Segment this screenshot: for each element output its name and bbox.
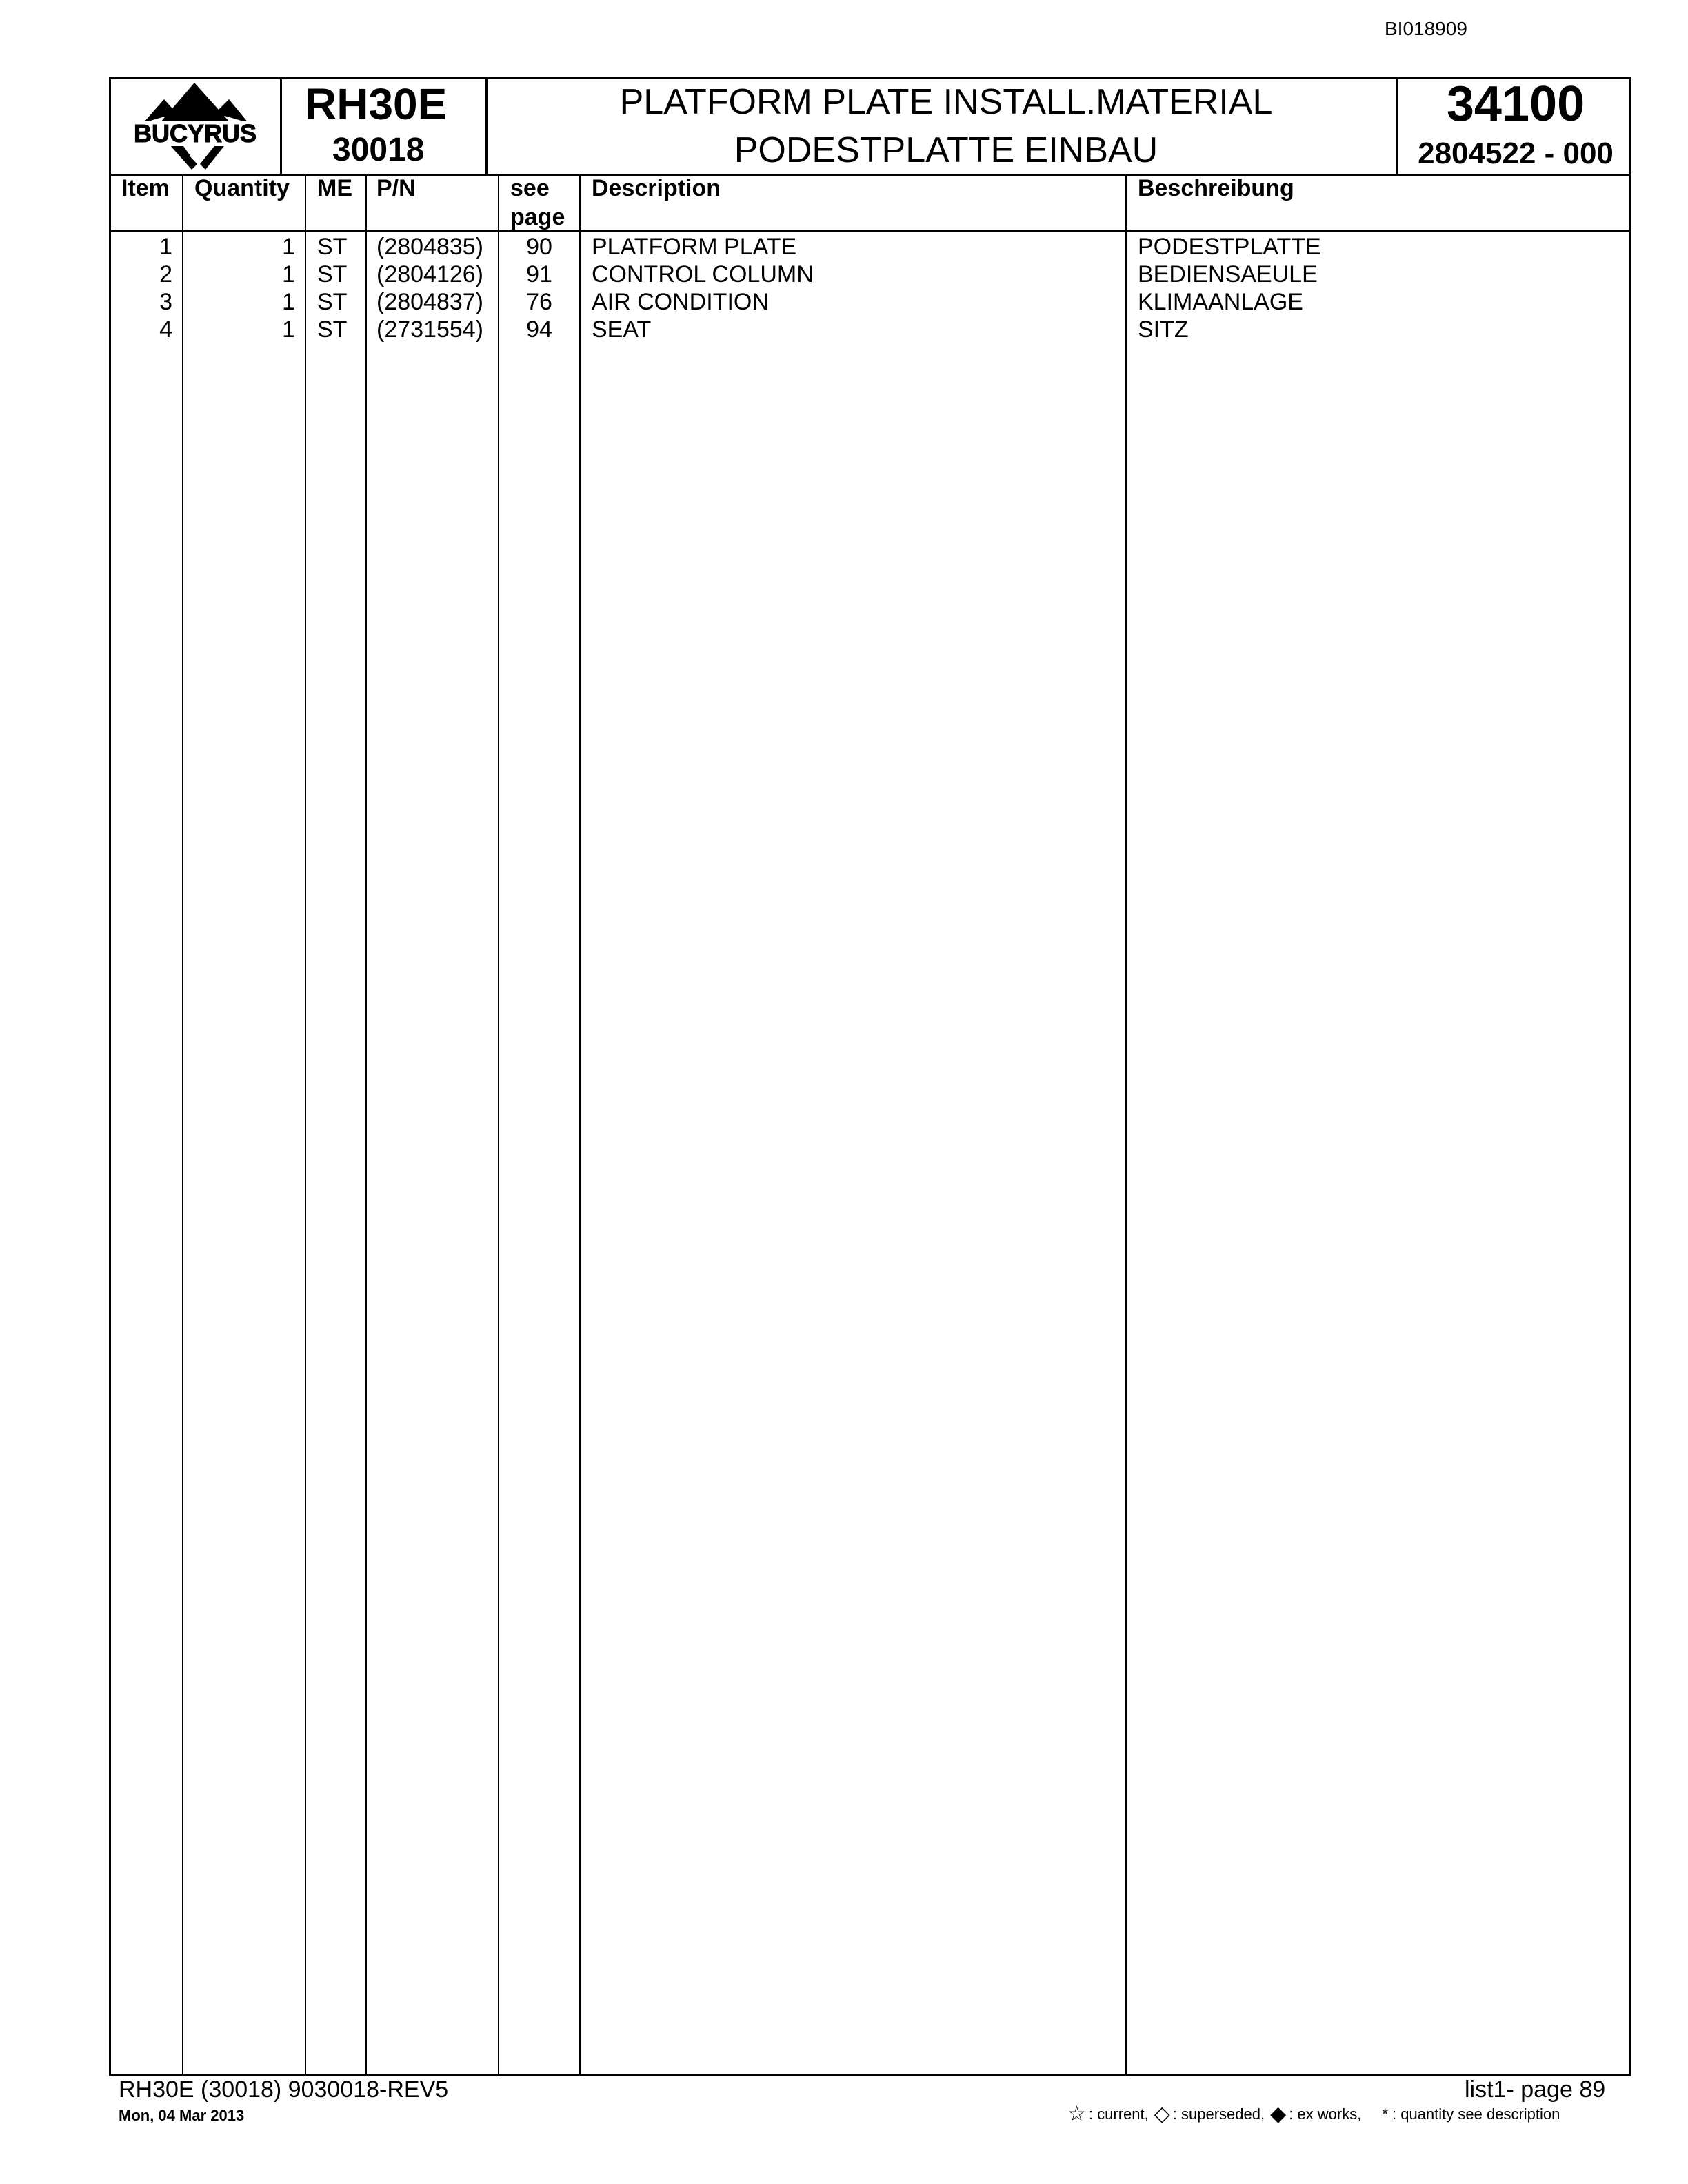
table-row-pn: (2731554) [376,316,484,343]
column-divider [498,174,499,2076]
legend [1067,2104,1560,2125]
table-row-me: ST [317,316,348,343]
title-english: PLATFORM PLATE INSTALL.MATERIAL [619,82,1273,122]
footer-page-number: list1- page 89 [1465,2076,1606,2103]
header-divider [485,77,488,175]
table-row-description: PLATFORM PLATE [592,234,797,260]
legend-superseded: ◇ : superseded, [1154,2103,1265,2125]
table-row-quantity: 1 [282,234,295,260]
table-row-item: 1 [159,234,172,260]
table-row-pn: (2804126) [376,261,484,287]
svg-text:BUCYRUS: BUCYRUS [133,119,257,148]
column-header-see-page: see [510,175,550,201]
table-row-beschreibung: KLIMAANLAGE [1138,289,1303,315]
model-name: RH30E [305,79,448,129]
group-number: 34100 [1446,77,1585,132]
footer-date: Mon, 04 Mar 2013 [119,2107,245,2124]
footer-reference: RH30E (30018) 9030018-REV5 [119,2076,449,2103]
column-header-me: ME [317,175,352,201]
table-row-page: 90 [526,234,552,260]
table-row-description: SEAT [592,316,652,343]
header-divider [280,77,282,175]
legend-current: ☆ : current, [1067,2103,1149,2125]
table-row-quantity: 1 [282,316,295,343]
column-header-quantity: Quantity [194,175,290,201]
diamond-outline-icon: ◇ [1154,2103,1170,2125]
parts-list-frame [109,77,1631,2076]
column-divider [365,174,367,2076]
column-header-divider [109,230,1631,232]
column-divider [579,174,581,2076]
table-row-item: 2 [159,261,172,287]
table-row-pn: (2804835) [376,234,484,260]
column-divider [305,174,306,2076]
table-row-pn: (2804837) [376,289,484,315]
column-header-item: Item [121,175,170,201]
assembly-part-number: 2804522 - 000 [1418,136,1614,170]
table-row-page: 91 [526,261,552,287]
column-header-description: Description [592,175,721,201]
column-header-pn: P/N [376,175,416,201]
table-row-item: 4 [159,316,172,343]
title-german: PODESTPLATTE EINBAU [734,130,1158,170]
table-row-quantity: 1 [282,261,295,287]
table-row-beschreibung: SITZ [1138,316,1189,343]
table-row-page: 76 [526,289,552,315]
column-header-see-page-line2: page [510,204,565,230]
column-divider [182,174,183,2076]
table-row-description: CONTROL COLUMN [592,261,814,287]
serial-number: 30018 [332,132,425,168]
table-row-beschreibung: BEDIENSAEULE [1138,261,1318,287]
table-row-quantity: 1 [282,289,295,315]
document-id: BI018909 [1385,18,1467,39]
column-divider [1125,174,1127,2076]
bucyrus-logo [119,79,272,172]
legend-ex-works: ◆ : ex works, [1270,2103,1362,2125]
table-row-page: 94 [526,316,552,343]
table-row-description: AIR CONDITION [592,289,769,315]
table-row-me: ST [317,289,348,315]
table-row-me: ST [317,261,348,287]
table-row-item: 3 [159,289,172,315]
star-outline-icon: ☆ [1067,2103,1086,2125]
diamond-filled-icon: ◆ [1270,2103,1287,2125]
column-header-beschreibung: Beschreibung [1138,175,1294,201]
legend-quantity: * : quantity see description [1382,2105,1560,2123]
table-row-beschreibung: PODESTPLATTE [1138,234,1321,260]
table-row-me: ST [317,234,348,260]
